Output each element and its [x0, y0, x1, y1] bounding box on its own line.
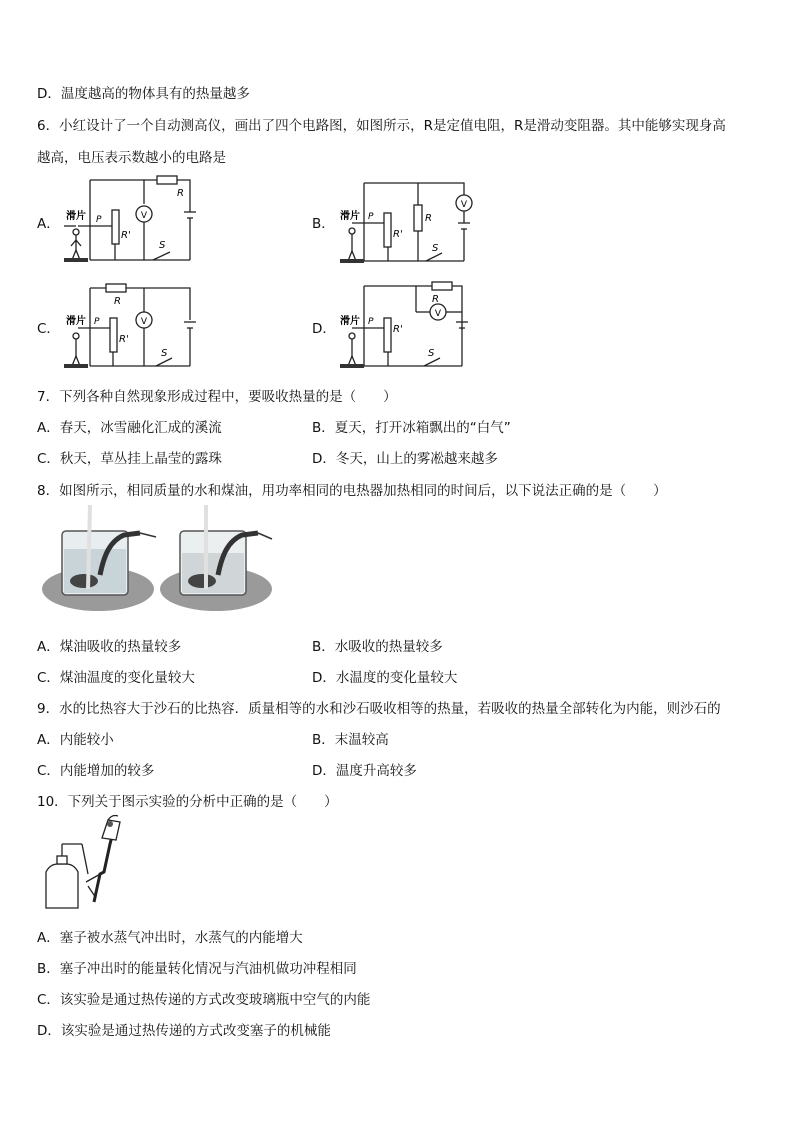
- q8-option-a: A．煤油吸收的热量较多: [37, 639, 182, 655]
- voltmeter-label: V: [434, 309, 442, 319]
- slider-p-label: P: [94, 317, 100, 327]
- slider-p-label: P: [368, 212, 374, 222]
- q8-option-d: D．水温度的变化量较大: [312, 670, 458, 686]
- q9-option-a: A．内能较小: [37, 732, 114, 748]
- slider-label: 滑片: [66, 211, 86, 222]
- q10-stem: 10．下列关于图示实验的分析中正确的是（ ）: [37, 794, 338, 810]
- resistor-label: R: [432, 294, 439, 305]
- q7-option-a: A．春天，冰雪融化汇成的溪流: [37, 420, 222, 436]
- resistor-label: R: [177, 188, 184, 199]
- beaker-water-image: [40, 505, 160, 617]
- switch-label: S: [432, 243, 439, 254]
- circuit-b-diagram: [336, 175, 476, 267]
- voltmeter-label: V: [460, 200, 468, 210]
- q10-option-a: A．塞子被水蒸气冲出时，水蒸气的内能增大: [37, 930, 303, 946]
- q5-option-d: D．温度越高的物体具有的热量越多: [37, 86, 250, 102]
- q9-option-c: C．内能增加的较多: [37, 763, 155, 779]
- rheostat-label: R': [393, 324, 403, 335]
- q8-option-c: C．煤油温度的变化量较大: [37, 670, 195, 686]
- rheostat-label: R': [121, 230, 131, 241]
- switch-label: S: [161, 348, 168, 359]
- q9-option-b: B．末温较高: [312, 732, 389, 748]
- circuit-d-diagram: [336, 280, 476, 372]
- q8-option-b: B．水吸收的热量较多: [312, 639, 443, 655]
- q7-option-c: C．秋天，草丛挂上晶莹的露珠: [37, 451, 222, 467]
- q6-stem-line1: 6．小红设计了一个自动测高仪，画出了四个电路图，如图所示，R是定值电阻，R是滑动变阻器。其中能够实现身高: [37, 118, 726, 134]
- slider-p-label: P: [368, 317, 374, 327]
- steam-bottle-experiment-image: [38, 814, 134, 914]
- slider-label: 滑片: [340, 211, 360, 222]
- voltmeter-label: V: [140, 317, 148, 327]
- q7-option-b: B．夏天，打开冰箱飘出的“白气”: [312, 420, 511, 436]
- slider-p-label: P: [96, 215, 102, 225]
- voltmeter-label: V: [140, 211, 148, 221]
- q10-option-d: D．该实验是通过热传递的方式改变塞子的机械能: [37, 1023, 331, 1039]
- resistor-label: R: [114, 296, 121, 307]
- slider-label: 滑片: [340, 316, 360, 327]
- q6-option-c-label: C．: [37, 321, 60, 337]
- switch-label: S: [428, 348, 435, 359]
- circuit-c-diagram: [60, 280, 208, 372]
- q6-option-a-label: A．: [37, 216, 60, 232]
- beaker-kerosene-image: [158, 505, 274, 617]
- q6-stem-line2: 越高，电压表示数越小的电路是: [37, 150, 226, 166]
- resistor-label: R: [425, 213, 432, 224]
- rheostat-label: R': [393, 229, 403, 240]
- q10-option-c: C．该实验是通过热传递的方式改变玻璃瓶中空气的内能: [37, 992, 371, 1008]
- q7-stem: 7．下列各种自然现象形成过程中，要吸收热量的是（ ）: [37, 389, 397, 405]
- q7-option-d: D．冬天，山上的雾凇越来越多: [312, 451, 498, 467]
- q9-option-d: D．温度升高较多: [312, 763, 417, 779]
- slider-label: 滑片: [66, 316, 86, 327]
- circuit-a-diagram: [60, 172, 205, 264]
- q9-stem: 9．水的比热容大于沙石的比热容．质量相等的水和沙石吸收相等的热量，若吸收的热量全部转化为内能，则沙石的: [37, 701, 721, 717]
- rheostat-label: R': [119, 334, 129, 345]
- q10-option-b: B．塞子冲出时的能量转化情况与汽油机做功冲程相同: [37, 961, 357, 977]
- q8-stem: 8．如图所示，相同质量的水和煤油，用功率相同的电热器加热相同的时间后，以下说法正确的是（ ）: [37, 483, 667, 499]
- q6-option-d-label: D．: [312, 321, 336, 337]
- q6-option-b-label: B．: [312, 216, 335, 232]
- switch-label: S: [159, 240, 166, 251]
